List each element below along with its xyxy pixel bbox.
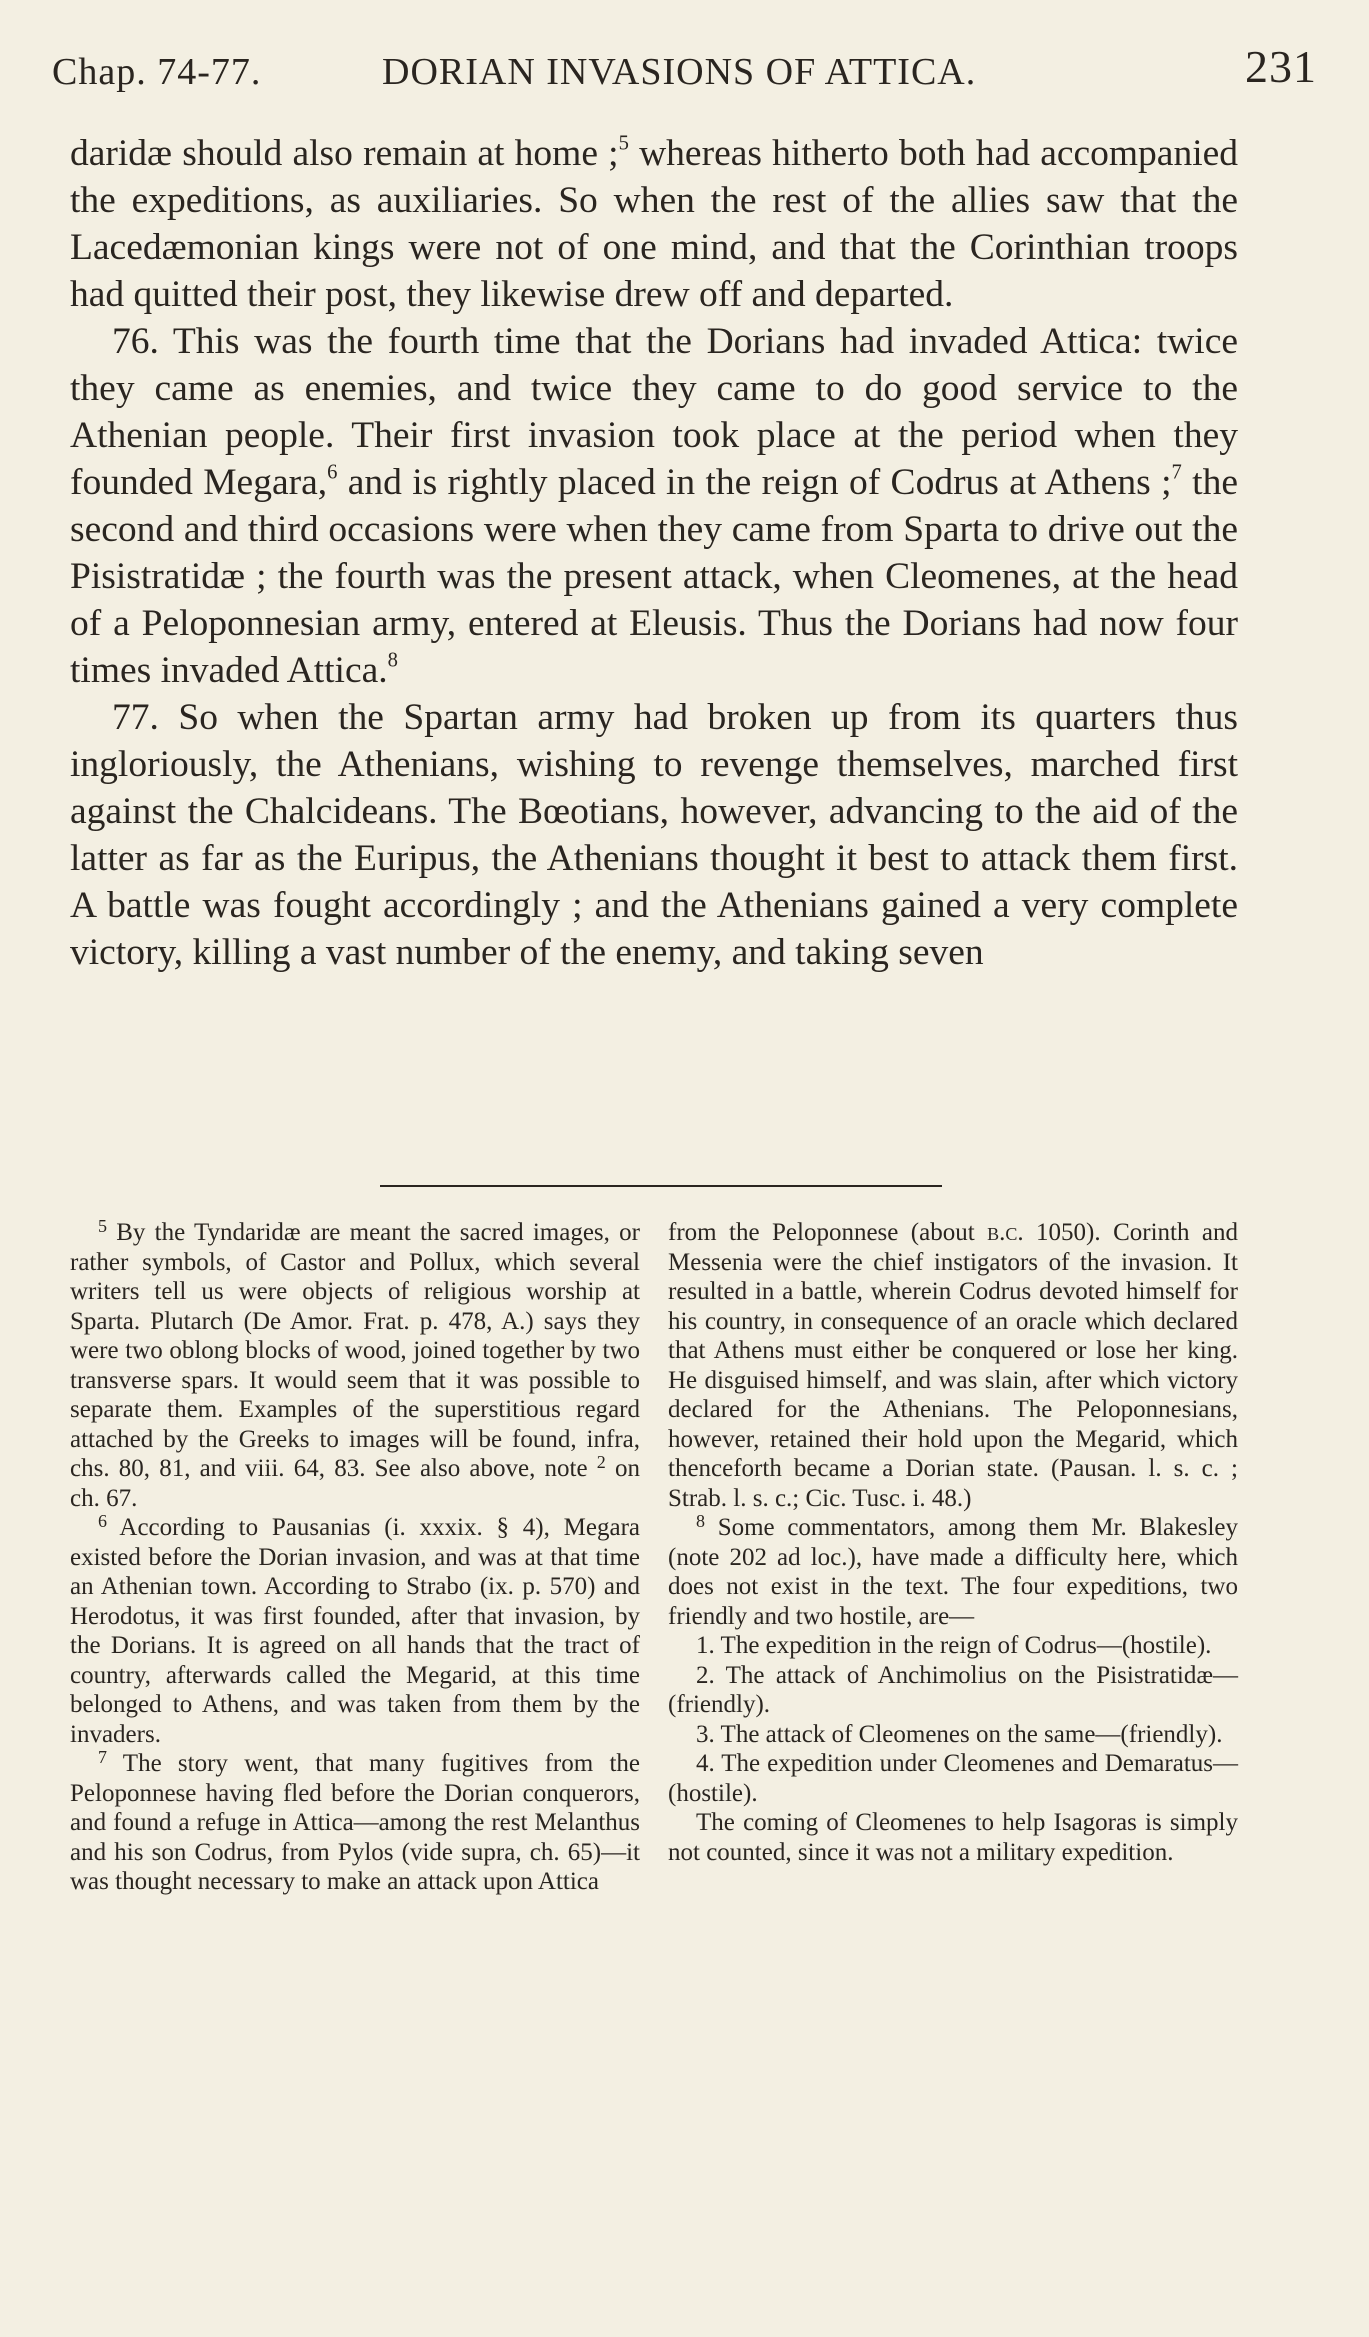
footnote-8: $^8$ Some commentators, among them Mr. Blakesley (note 202 ad loc.), have made a difficulty here, which does not exist in the text. The four expeditions, two friendly and two hostile, are— [668,1510,1238,1630]
footnote-list-item: 1. The expedition in the reign of Codrus—(hostile). [696,1632,1212,1659]
footnote-divider [380,1185,942,1187]
footnote-7-continuation: from the Peloponnese (about b.c. 1050). Corinth and Messenia were the chief instigators of the invasion. It resulted in a battle, wherein Codrus devoted himself for his country, in consequence of an oracle which declared that Athens must either be conquered or lose her king. He disguised himself, and was slain, after which victory declared for the Athenians. The Peloponnesians, however, retained their hold upon the Megarid, which thenceforth became a Dorian state. (Pausan. l. s. c. ; Strab. l. s. c.; Cic. Tusc. i. 48.) [668,1219,1238,1512]
chapter-range: Chap. 74-77. [52,51,262,93]
footnote-closing: The coming of Cleomenes to help Isagoras is simply not counted, since it was not a military expedition. [668,1809,1238,1866]
footnote-list-item: 3. The attack of Cleomenes on the same—(friendly). [696,1720,1223,1748]
page-number: 231 [1245,41,1317,92]
footnote-5: $^5$ By the Tyndaridæ are meant the sacred images, or rather symbols, of Castor and Pollux, which several writers tell us were objects of religious worship at Sparta. Plutarch (De Amor. Frat. p. 478, A.) says they were two oblong blocks of wood, joined together by two transverse spars. It would seem that it was possible to separate them. Examples of the superstitious regard attached by the Greeks to images will be found, infra, chs. 80, 81, and viii. 64, 83. See also above, note $^2$ on ch. 67. [70,1215,640,1512]
footnote-ref-6: 6 [327,461,338,484]
footnote-list-item: 2. The attack of Anchimolius on the Pisistratidæ—(friendly). [668,1661,1238,1718]
paragraph-continuation: daridæ should also remain at home ;$^5$ whereas hitherto both had accompanied the expeditions, as auxiliaries. So when the rest of the allies saw that the Lacedæmonian kings were not of one mind, and that the Corinthian troops had quitted their post, they likewise drew off and departed. [70,132,1239,315]
running-title: DORIAN INVASIONS OF ATTICA. [382,51,977,93]
paragraph-77: 77. So when the Spartan army had broken up from its quarters thus ingloriously, the Athenians, wishing to revenge themselves, marched first against the Chalcideans. The Bœotians, however, advancing to the aid of the latter as far as the Euripus, the Athenians thought it best to attack them first. A battle was fought accordingly ; and the Athenians gained a very complete victory, killing a vast number of the enemy, and taking seven [70,697,1238,973]
footnote-list-item: 4. The expedition under Cleomenes and Demaratus—(hostile). [668,1750,1238,1807]
paragraph-76: 76. This was the fourth time that the Dorians had invaded Attica: twice they came as enemies, and twice they came to do good service to the Athenian people. Their first invasion took place at the period when they founded Megara,$^6$ and is rightly placed in the reign of Codrus at Athens ;$^7$ the second and third occasions were when they came from Sparta to drive out the Pisistratidæ ; the fourth was the present attack, when Cleomenes, at the head of a Peloponnesian army, entered at Eleusis. Thus the Dorians had now four times invaded Attica.$^8$ [70,321,1238,691]
footnote-6: $^6$ According to Pausanias (i. xxxix. § 4), Megara existed before the Dorian invasion, and was at that time an Athenian town. According to Strabo (ix. p. 570) and Herodotus, it was first founded, after that invasion, by the Dorians. It is agreed on all hands that the tract of country, afterwards called the Megarid, at this time belonged to Athens, and was taken from them by the invaders. [70,1510,640,1748]
running-header [52,40,1317,100]
footnote-ref-8: 8 [387,649,398,672]
main-text [70,130,1238,976]
footnotes-left-column [70,1215,640,1897]
footnotes-right-column [668,1218,1238,1867]
footnote-ref-7: 7 [1171,461,1182,484]
footnote-ref-5: 5 [618,132,629,155]
footnote-7: $^7$ The story went, that many fugitives from the Peloponnese having fled before the Dorian conquerors, and found a refuge in Attica—among the rest Melanthus and his son Codrus, from Pylos (vide supra, ch. 65)—it was thought necessary to make an attack upon Attica [70,1746,640,1895]
